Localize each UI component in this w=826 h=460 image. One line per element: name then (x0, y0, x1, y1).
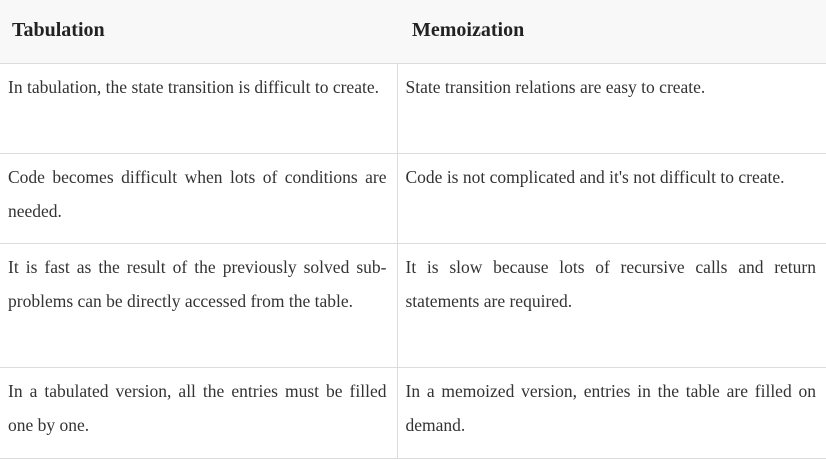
table-row (0, 243, 826, 367)
tabulation-cell: In a tabulated version, all the entries must be filled one by one. (0, 367, 397, 458)
table-row (0, 367, 826, 458)
table-header (0, 0, 826, 63)
table-body (0, 63, 826, 458)
header-tabulation: Tabulation (0, 0, 397, 63)
memoization-cell: Code is not complicated and it's not difficult to create. (397, 153, 826, 243)
table-row (0, 153, 826, 243)
tabulation-cell: Code becomes difficult when lots of conditions are needed. (0, 153, 397, 243)
header-memoization: Memoization (397, 0, 826, 63)
header-row (0, 0, 826, 63)
table-row (0, 63, 826, 153)
tabulation-cell: It is fast as the result of the previously solved sub-problems can be directly accessed from the table. (0, 243, 397, 367)
memoization-cell: It is slow because lots of recursive calls and return statements are required. (397, 243, 826, 367)
memoization-cell: In a memoized version, entries in the table are filled on demand. (397, 367, 826, 458)
tabulation-cell: In tabulation, the state transition is difficult to create. (0, 63, 397, 153)
memoization-cell: State transition relations are easy to create. (397, 63, 826, 153)
